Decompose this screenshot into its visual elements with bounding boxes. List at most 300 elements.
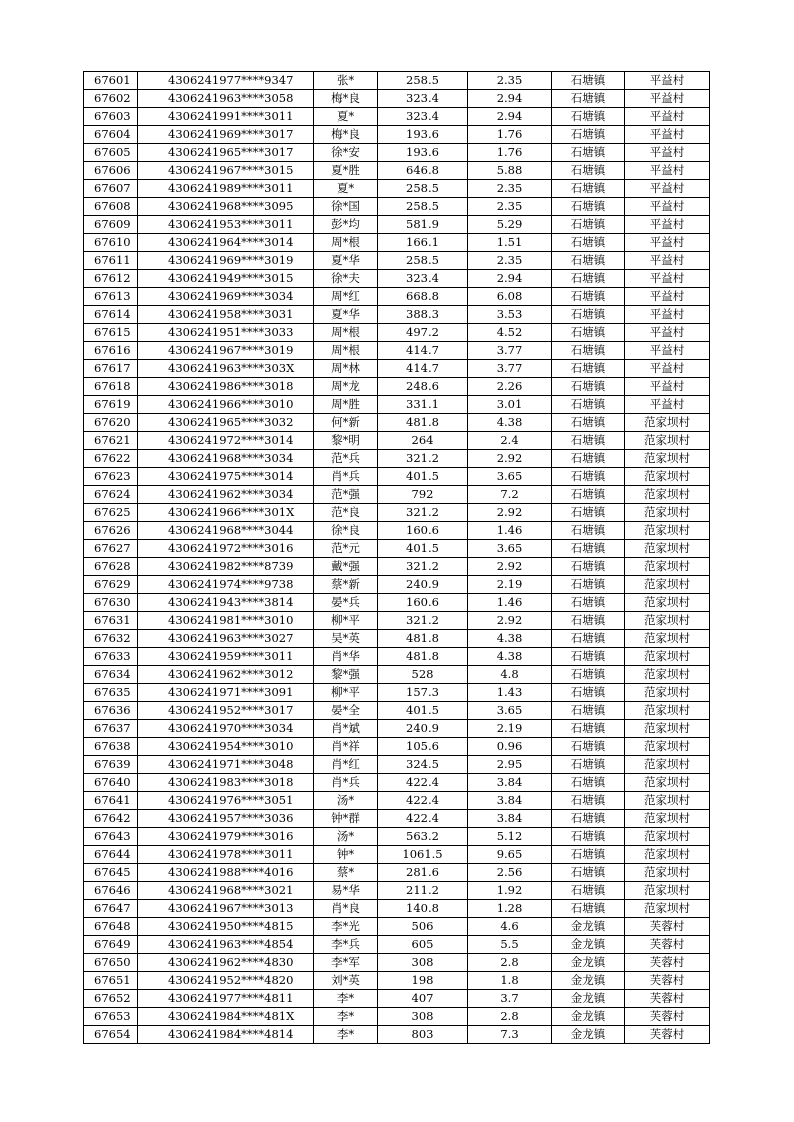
amount-cell: 193.6 (378, 144, 468, 162)
amount-cell: 258.5 (378, 72, 468, 90)
id-number-cell: 4306241979****3016 (138, 828, 314, 846)
village-cell: 平益村 (625, 162, 710, 180)
area-cell: 9.65 (468, 846, 552, 864)
name-cell: 蔡* (314, 864, 378, 882)
town-cell: 石塘镇 (552, 666, 625, 684)
town-cell: 石塘镇 (552, 882, 625, 900)
area-cell: 2.35 (468, 72, 552, 90)
town-cell: 石塘镇 (552, 252, 625, 270)
row-number-cell: 67628 (84, 558, 138, 576)
village-cell: 范家坝村 (625, 810, 710, 828)
amount-cell: 193.6 (378, 126, 468, 144)
row-number-cell: 67607 (84, 180, 138, 198)
table-row (84, 522, 710, 540)
village-cell: 范家坝村 (625, 846, 710, 864)
town-cell: 石塘镇 (552, 540, 625, 558)
table-row (84, 252, 710, 270)
village-cell: 范家坝村 (625, 432, 710, 450)
id-number-cell: 4306241950****4815 (138, 918, 314, 936)
id-number-cell: 4306241981****3010 (138, 612, 314, 630)
town-cell: 金龙镇 (552, 1008, 625, 1026)
name-cell: 范*兵 (314, 450, 378, 468)
town-cell: 金龙镇 (552, 936, 625, 954)
name-cell: 肖*斌 (314, 720, 378, 738)
amount-cell: 281.6 (378, 864, 468, 882)
amount-cell: 321.2 (378, 450, 468, 468)
area-cell: 5.5 (468, 936, 552, 954)
table-row (84, 198, 710, 216)
name-cell: 周*龙 (314, 378, 378, 396)
town-cell: 石塘镇 (552, 810, 625, 828)
area-cell: 2.4 (468, 432, 552, 450)
name-cell: 张* (314, 72, 378, 90)
amount-cell: 407 (378, 990, 468, 1008)
name-cell: 刘*英 (314, 972, 378, 990)
id-number-cell: 4306241968****3044 (138, 522, 314, 540)
name-cell: 范*强 (314, 486, 378, 504)
amount-cell: 258.5 (378, 180, 468, 198)
name-cell: 汤* (314, 792, 378, 810)
amount-cell: 1061.5 (378, 846, 468, 864)
row-number-cell: 67619 (84, 396, 138, 414)
name-cell: 彭*均 (314, 216, 378, 234)
amount-cell: 321.2 (378, 558, 468, 576)
town-cell: 石塘镇 (552, 864, 625, 882)
village-cell: 平益村 (625, 396, 710, 414)
town-cell: 石塘镇 (552, 234, 625, 252)
name-cell: 周*胜 (314, 396, 378, 414)
area-cell: 1.8 (468, 972, 552, 990)
name-cell: 周*林 (314, 360, 378, 378)
town-cell: 石塘镇 (552, 486, 625, 504)
name-cell: 徐*良 (314, 522, 378, 540)
town-cell: 石塘镇 (552, 630, 625, 648)
village-cell: 范家坝村 (625, 900, 710, 918)
area-cell: 3.65 (468, 702, 552, 720)
id-number-cell: 4306241983****3018 (138, 774, 314, 792)
id-number-cell: 4306241967****3015 (138, 162, 314, 180)
row-number-cell: 67627 (84, 540, 138, 558)
table-row (84, 594, 710, 612)
village-cell: 平益村 (625, 360, 710, 378)
row-number-cell: 67625 (84, 504, 138, 522)
table-row (84, 990, 710, 1008)
village-cell: 平益村 (625, 234, 710, 252)
village-cell: 范家坝村 (625, 720, 710, 738)
name-cell: 李*军 (314, 954, 378, 972)
town-cell: 金龙镇 (552, 1026, 625, 1044)
table-row (84, 828, 710, 846)
village-cell: 范家坝村 (625, 828, 710, 846)
name-cell: 肖*良 (314, 900, 378, 918)
area-cell: 7.2 (468, 486, 552, 504)
table-row (84, 234, 710, 252)
table-row (84, 90, 710, 108)
row-number-cell: 67642 (84, 810, 138, 828)
village-cell: 芙蓉村 (625, 918, 710, 936)
area-cell: 3.01 (468, 396, 552, 414)
table-row (84, 162, 710, 180)
table-row (84, 540, 710, 558)
name-cell: 徐*安 (314, 144, 378, 162)
row-number-cell: 67618 (84, 378, 138, 396)
row-number-cell: 67631 (84, 612, 138, 630)
id-number-cell: 4306241963****303X (138, 360, 314, 378)
row-number-cell: 67612 (84, 270, 138, 288)
id-number-cell: 4306241962****4830 (138, 954, 314, 972)
area-cell: 4.38 (468, 648, 552, 666)
area-cell: 5.88 (468, 162, 552, 180)
table-row (84, 792, 710, 810)
row-number-cell: 67614 (84, 306, 138, 324)
amount-cell: 166.1 (378, 234, 468, 252)
village-cell: 范家坝村 (625, 666, 710, 684)
table-row (84, 180, 710, 198)
table-row (84, 576, 710, 594)
name-cell: 夏*胜 (314, 162, 378, 180)
area-cell: 4.6 (468, 918, 552, 936)
row-number-cell: 67651 (84, 972, 138, 990)
table-row (84, 666, 710, 684)
row-number-cell: 67638 (84, 738, 138, 756)
amount-cell: 581.9 (378, 216, 468, 234)
table-row (84, 270, 710, 288)
row-number-cell: 67646 (84, 882, 138, 900)
amount-cell: 481.8 (378, 630, 468, 648)
id-number-cell: 4306241958****3031 (138, 306, 314, 324)
id-number-cell: 4306241975****3014 (138, 468, 314, 486)
town-cell: 金龙镇 (552, 954, 625, 972)
amount-cell: 240.9 (378, 576, 468, 594)
name-cell: 范*良 (314, 504, 378, 522)
amount-cell: 308 (378, 954, 468, 972)
town-cell: 石塘镇 (552, 648, 625, 666)
row-number-cell: 67620 (84, 414, 138, 432)
village-cell: 芙蓉村 (625, 1008, 710, 1026)
row-number-cell: 67610 (84, 234, 138, 252)
area-cell: 1.43 (468, 684, 552, 702)
village-cell: 芙蓉村 (625, 1026, 710, 1044)
table-row (84, 720, 710, 738)
row-number-cell: 67640 (84, 774, 138, 792)
table-row (84, 1008, 710, 1026)
area-cell: 2.92 (468, 450, 552, 468)
amount-cell: 792 (378, 486, 468, 504)
row-number-cell: 67609 (84, 216, 138, 234)
area-cell: 4.52 (468, 324, 552, 342)
name-cell: 肖*华 (314, 648, 378, 666)
name-cell: 易*华 (314, 882, 378, 900)
table-row (84, 360, 710, 378)
name-cell: 肖*兵 (314, 774, 378, 792)
row-number-cell: 67616 (84, 342, 138, 360)
area-cell: 2.26 (468, 378, 552, 396)
amount-cell: 240.9 (378, 720, 468, 738)
amount-cell: 258.5 (378, 252, 468, 270)
village-cell: 芙蓉村 (625, 954, 710, 972)
row-number-cell: 67636 (84, 702, 138, 720)
table-row (84, 972, 710, 990)
amount-cell: 401.5 (378, 540, 468, 558)
area-cell: 3.84 (468, 774, 552, 792)
table-row (84, 126, 710, 144)
town-cell: 石塘镇 (552, 738, 625, 756)
area-cell: 2.95 (468, 756, 552, 774)
row-number-cell: 67648 (84, 918, 138, 936)
village-cell: 芙蓉村 (625, 936, 710, 954)
town-cell: 石塘镇 (552, 108, 625, 126)
id-number-cell: 4306241974****9738 (138, 576, 314, 594)
amount-cell: 388.3 (378, 306, 468, 324)
name-cell: 何*新 (314, 414, 378, 432)
id-number-cell: 4306241988****4016 (138, 864, 314, 882)
amount-cell: 160.6 (378, 522, 468, 540)
village-cell: 范家坝村 (625, 882, 710, 900)
area-cell: 4.38 (468, 414, 552, 432)
id-number-cell: 4306241966****3010 (138, 396, 314, 414)
table-row (84, 306, 710, 324)
row-number-cell: 67621 (84, 432, 138, 450)
id-number-cell: 4306241957****3036 (138, 810, 314, 828)
row-number-cell: 67650 (84, 954, 138, 972)
id-number-cell: 4306241982****8739 (138, 558, 314, 576)
area-cell: 3.77 (468, 342, 552, 360)
row-number-cell: 67645 (84, 864, 138, 882)
id-number-cell: 4306241991****3011 (138, 108, 314, 126)
table-row (84, 450, 710, 468)
id-number-cell: 4306241972****3016 (138, 540, 314, 558)
amount-cell: 528 (378, 666, 468, 684)
village-cell: 范家坝村 (625, 756, 710, 774)
table-body (84, 72, 710, 1044)
table-row (84, 702, 710, 720)
row-number-cell: 67654 (84, 1026, 138, 1044)
id-number-cell: 4306241971****3091 (138, 684, 314, 702)
row-number-cell: 67601 (84, 72, 138, 90)
area-cell: 6.08 (468, 288, 552, 306)
town-cell: 石塘镇 (552, 180, 625, 198)
town-cell: 石塘镇 (552, 198, 625, 216)
village-cell: 平益村 (625, 252, 710, 270)
town-cell: 石塘镇 (552, 216, 625, 234)
amount-cell: 668.8 (378, 288, 468, 306)
row-number-cell: 67624 (84, 486, 138, 504)
area-cell: 3.7 (468, 990, 552, 1008)
area-cell: 2.92 (468, 612, 552, 630)
name-cell: 黎*强 (314, 666, 378, 684)
area-cell: 4.8 (468, 666, 552, 684)
id-number-cell: 4306241969****3034 (138, 288, 314, 306)
village-cell: 平益村 (625, 306, 710, 324)
amount-cell: 563.2 (378, 828, 468, 846)
village-cell: 范家坝村 (625, 774, 710, 792)
name-cell: 夏*华 (314, 306, 378, 324)
table-row (84, 396, 710, 414)
amount-cell: 414.7 (378, 360, 468, 378)
row-number-cell: 67649 (84, 936, 138, 954)
area-cell: 5.12 (468, 828, 552, 846)
name-cell: 钟* (314, 846, 378, 864)
row-number-cell: 67652 (84, 990, 138, 1008)
table-row (84, 882, 710, 900)
area-cell: 3.84 (468, 792, 552, 810)
village-cell: 平益村 (625, 288, 710, 306)
area-cell: 2.94 (468, 108, 552, 126)
id-number-cell: 4306241963****3058 (138, 90, 314, 108)
row-number-cell: 67643 (84, 828, 138, 846)
town-cell: 石塘镇 (552, 576, 625, 594)
table-row (84, 846, 710, 864)
village-cell: 范家坝村 (625, 576, 710, 594)
id-number-cell: 4306241977****4811 (138, 990, 314, 1008)
table-row (84, 756, 710, 774)
amount-cell: 323.4 (378, 270, 468, 288)
id-number-cell: 4306241969****3017 (138, 126, 314, 144)
name-cell: 夏*华 (314, 252, 378, 270)
amount-cell: 140.8 (378, 900, 468, 918)
row-number-cell: 67613 (84, 288, 138, 306)
data-table (83, 71, 710, 1044)
row-number-cell: 67608 (84, 198, 138, 216)
name-cell: 肖*兵 (314, 468, 378, 486)
village-cell: 芙蓉村 (625, 990, 710, 1008)
name-cell: 晏*兵 (314, 594, 378, 612)
row-number-cell: 67603 (84, 108, 138, 126)
name-cell: 梅*良 (314, 90, 378, 108)
table-row (84, 810, 710, 828)
town-cell: 石塘镇 (552, 684, 625, 702)
row-number-cell: 67623 (84, 468, 138, 486)
table-row (84, 504, 710, 522)
area-cell: 1.76 (468, 126, 552, 144)
amount-cell: 321.2 (378, 504, 468, 522)
town-cell: 石塘镇 (552, 468, 625, 486)
amount-cell: 323.4 (378, 90, 468, 108)
area-cell: 3.84 (468, 810, 552, 828)
name-cell: 李*兵 (314, 936, 378, 954)
area-cell: 1.46 (468, 594, 552, 612)
town-cell: 金龙镇 (552, 990, 625, 1008)
row-number-cell: 67637 (84, 720, 138, 738)
village-cell: 范家坝村 (625, 468, 710, 486)
row-number-cell: 67604 (84, 126, 138, 144)
table-row (84, 324, 710, 342)
amount-cell: 422.4 (378, 774, 468, 792)
id-number-cell: 4306241976****3051 (138, 792, 314, 810)
village-cell: 平益村 (625, 270, 710, 288)
village-cell: 范家坝村 (625, 738, 710, 756)
id-number-cell: 4306241968****3021 (138, 882, 314, 900)
amount-cell: 264 (378, 432, 468, 450)
id-number-cell: 4306241963****4854 (138, 936, 314, 954)
village-cell: 平益村 (625, 342, 710, 360)
area-cell: 1.76 (468, 144, 552, 162)
name-cell: 周*红 (314, 288, 378, 306)
id-number-cell: 4306241967****3013 (138, 900, 314, 918)
table-row (84, 864, 710, 882)
name-cell: 肖*祥 (314, 738, 378, 756)
town-cell: 石塘镇 (552, 900, 625, 918)
town-cell: 石塘镇 (552, 90, 625, 108)
amount-cell: 401.5 (378, 702, 468, 720)
amount-cell: 321.2 (378, 612, 468, 630)
name-cell: 梅*良 (314, 126, 378, 144)
village-cell: 范家坝村 (625, 594, 710, 612)
village-cell: 平益村 (625, 180, 710, 198)
amount-cell: 422.4 (378, 792, 468, 810)
name-cell: 范*元 (314, 540, 378, 558)
village-cell: 范家坝村 (625, 540, 710, 558)
amount-cell: 331.1 (378, 396, 468, 414)
id-number-cell: 4306241968****3034 (138, 450, 314, 468)
amount-cell: 506 (378, 918, 468, 936)
area-cell: 1.46 (468, 522, 552, 540)
area-cell: 2.19 (468, 720, 552, 738)
amount-cell: 211.2 (378, 882, 468, 900)
table-row (84, 1026, 710, 1044)
id-number-cell: 4306241952****4820 (138, 972, 314, 990)
town-cell: 石塘镇 (552, 774, 625, 792)
name-cell: 蔡*新 (314, 576, 378, 594)
village-cell: 范家坝村 (625, 864, 710, 882)
row-number-cell: 67626 (84, 522, 138, 540)
town-cell: 石塘镇 (552, 144, 625, 162)
area-cell: 1.28 (468, 900, 552, 918)
name-cell: 吴*英 (314, 630, 378, 648)
name-cell: 周*根 (314, 342, 378, 360)
village-cell: 范家坝村 (625, 486, 710, 504)
amount-cell: 324.5 (378, 756, 468, 774)
amount-cell: 198 (378, 972, 468, 990)
area-cell: 5.29 (468, 216, 552, 234)
name-cell: 戴*强 (314, 558, 378, 576)
name-cell: 钟*群 (314, 810, 378, 828)
row-number-cell: 67629 (84, 576, 138, 594)
name-cell: 周*根 (314, 324, 378, 342)
id-number-cell: 4306241964****3014 (138, 234, 314, 252)
area-cell: 2.35 (468, 252, 552, 270)
town-cell: 石塘镇 (552, 306, 625, 324)
amount-cell: 803 (378, 1026, 468, 1044)
town-cell: 石塘镇 (552, 612, 625, 630)
town-cell: 石塘镇 (552, 432, 625, 450)
amount-cell: 157.3 (378, 684, 468, 702)
row-number-cell: 67615 (84, 324, 138, 342)
area-cell: 2.92 (468, 558, 552, 576)
amount-cell: 481.8 (378, 414, 468, 432)
id-number-cell: 4306241971****3048 (138, 756, 314, 774)
amount-cell: 248.6 (378, 378, 468, 396)
id-number-cell: 4306241968****3095 (138, 198, 314, 216)
amount-cell: 323.4 (378, 108, 468, 126)
town-cell: 石塘镇 (552, 828, 625, 846)
name-cell: 晏*全 (314, 702, 378, 720)
amount-cell: 422.4 (378, 810, 468, 828)
amount-cell: 481.8 (378, 648, 468, 666)
town-cell: 石塘镇 (552, 414, 625, 432)
table-row (84, 432, 710, 450)
id-number-cell: 4306241962****3012 (138, 666, 314, 684)
area-cell: 3.53 (468, 306, 552, 324)
name-cell: 肖*红 (314, 756, 378, 774)
amount-cell: 105.6 (378, 738, 468, 756)
row-number-cell: 67617 (84, 360, 138, 378)
table-row (84, 774, 710, 792)
amount-cell: 160.6 (378, 594, 468, 612)
id-number-cell: 4306241970****3034 (138, 720, 314, 738)
town-cell: 石塘镇 (552, 558, 625, 576)
table-row (84, 216, 710, 234)
